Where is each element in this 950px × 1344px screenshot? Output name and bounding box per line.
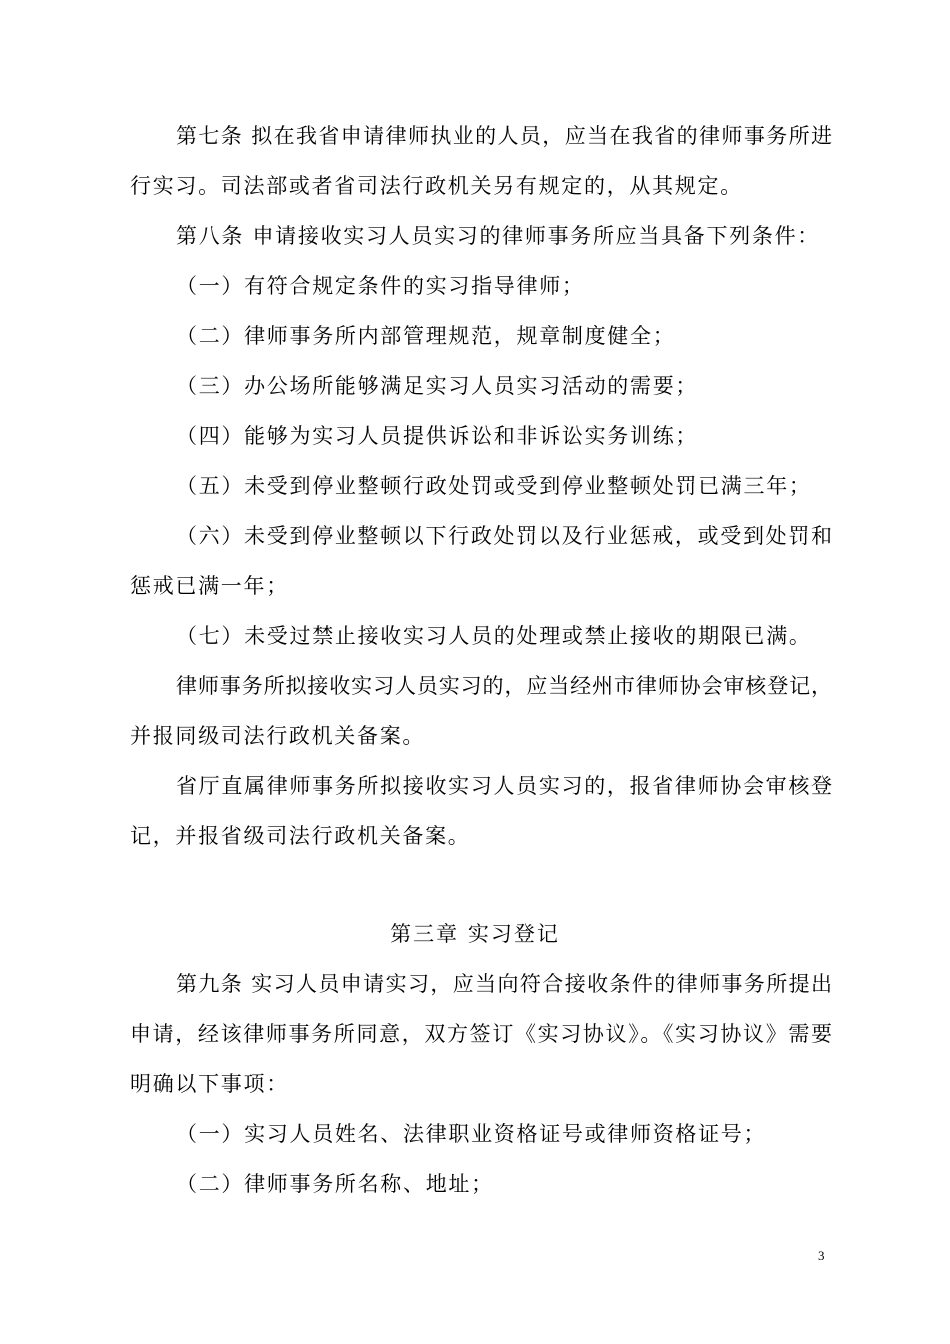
article-8-para-2-line-2: 并报同级司法行政机关备案。 xyxy=(130,724,426,748)
article-7-line-1: 第七条 拟在我省申请律师执业的人员，应当在我省的律师事务所进 xyxy=(176,124,832,148)
article-8-para-2-line-1: 律师事务所拟接收实习人员实习的，应当经州市律师协会审核登记， xyxy=(176,674,832,698)
article-9-line-3: 明确以下事项： xyxy=(130,1072,289,1096)
article-8-para-3-line-1: 省厅直属律师事务所拟接收实习人员实习的，报省律师协会审核登 xyxy=(176,774,832,798)
article-9-item-1: （一）实习人员姓名、法律职业资格证号或律师资格证号； xyxy=(176,1122,767,1146)
article-8-item-6-line-1: （六）未受到停业整顿以下行政处罚以及行业惩戒，或受到处罚和 xyxy=(176,524,832,548)
article-9-item-2: （二）律师事务所名称、地址； xyxy=(176,1172,494,1196)
article-8-item-1: （一）有符合规定条件的实习指导律师； xyxy=(176,274,585,298)
article-8-item-2: （二）律师事务所内部管理规范，规章制度健全； xyxy=(176,324,676,348)
chapter-3-heading: 第三章 实习登记 xyxy=(390,922,560,946)
article-8-line-1: 第八条 申请接收实习人员实习的律师事务所应当具备下列条件： xyxy=(176,224,820,248)
article-7-line-2: 行实习。司法部或者省司法行政机关另有规定的，从其规定。 xyxy=(130,174,743,198)
article-8-item-5: （五）未受到停业整顿行政处罚或受到停业整顿处罚已满三年； xyxy=(176,474,812,498)
article-9-line-1: 第九条 实习人员申请实习，应当向符合接收条件的律师事务所提出 xyxy=(176,972,832,996)
page-number: 3 xyxy=(818,1248,825,1263)
article-8-para-3-line-2: 记，并报省级司法行政机关备案。 xyxy=(130,824,471,848)
article-8-item-6-line-2: 惩戒已满一年； xyxy=(130,574,289,598)
article-9-line-2: 申请，经该律师事务所同意，双方签订《实习协议》。《实习协议》需要 xyxy=(130,1022,832,1046)
article-8-item-4: （四）能够为实习人员提供诉讼和非诉讼实务训练； xyxy=(176,424,699,448)
article-8-item-7: （七）未受过禁止接收实习人员的处理或禁止接收的期限已满。 xyxy=(176,624,812,648)
article-8-item-3: （三）办公场所能够满足实习人员实习活动的需要； xyxy=(176,374,699,398)
